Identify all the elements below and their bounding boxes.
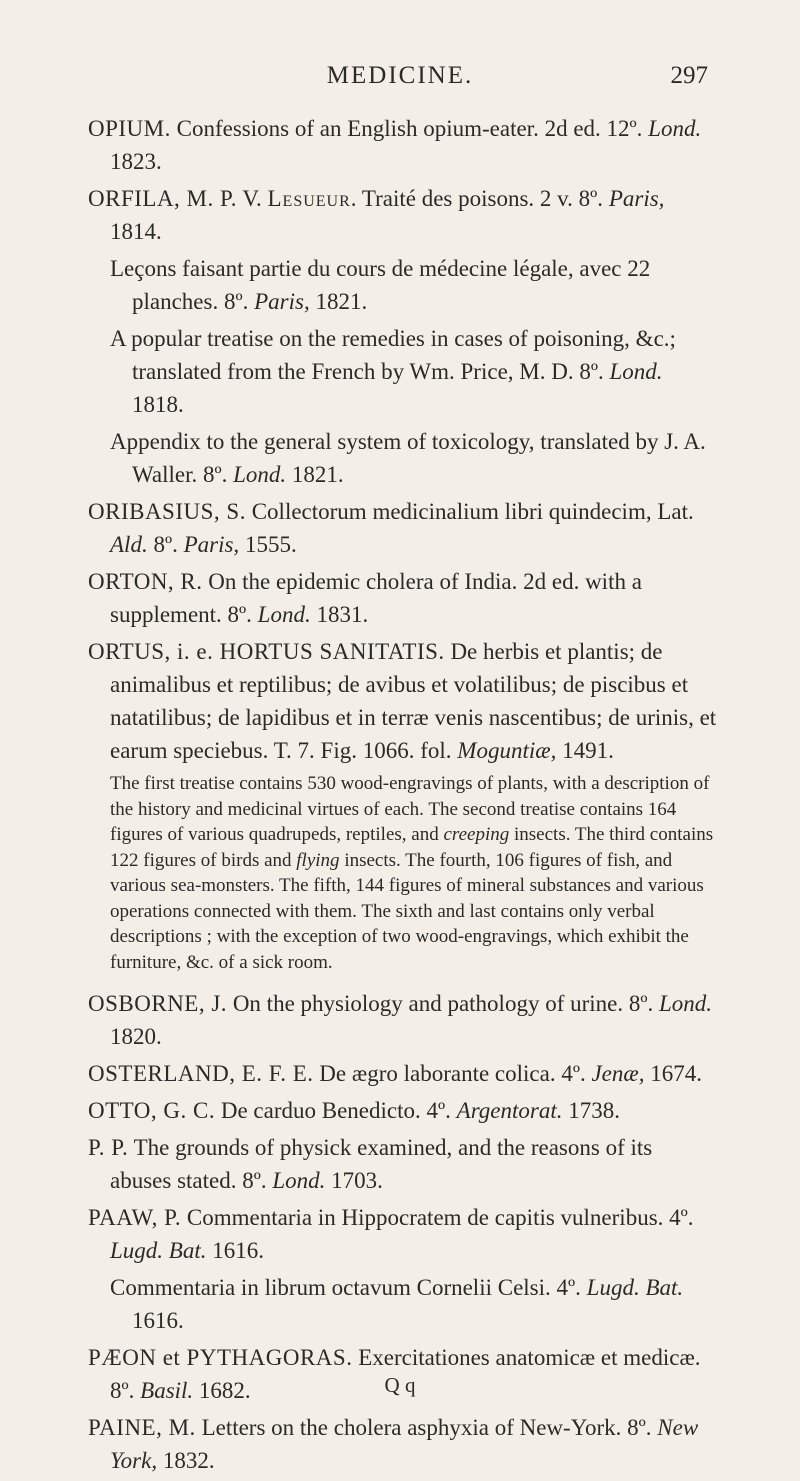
entry-place: Lond. — [659, 991, 713, 1016]
entry-heading: OSTERLAND, E. F. E. — [88, 1061, 314, 1086]
entry-text: . Traité des poisons. 2 v. 8º. — [350, 186, 609, 211]
entry-text: Letters on the cholera asphyxia of New-York. 8º. — [195, 1415, 658, 1440]
note-emphasis: creeping — [443, 824, 510, 845]
entry-year: 1555. — [239, 532, 297, 557]
entry-publisher: Ald. — [110, 532, 154, 557]
entry-heading: ORFILA, M. P. — [88, 186, 238, 211]
entry-place: Lond. — [257, 602, 311, 627]
entry-heading: OTTO, G. C. — [88, 1098, 216, 1123]
entry-text: The grounds of physick examined, and the reasons of its abuses stated. 8º. — [110, 1135, 653, 1193]
entry-place: Lond. — [233, 462, 287, 487]
entry-text: Confessions of an English opium-eater. 2d ed. 12º. — [170, 116, 649, 141]
entry-year: 1832. — [157, 1448, 215, 1473]
entry-year: 1682. — [193, 1378, 251, 1403]
entry-oribasius — [88, 495, 718, 561]
entry-text: De herbis et plantis; de animalibus et reptilibus; de avibus et volatilibus; de piscibus et natatilibus; de lapidibus et in terræ venis nascentibus; de urinis, et earum speciebus. T. 7. Fig. 1066. fol. — [110, 639, 717, 763]
entry-heading: OPIUM. — [88, 116, 171, 141]
entry-text: A popular treatise on the remedies in cases of poisoning, &c.; translated from the French by Wm. Price, M. D. 8º. — [110, 326, 676, 384]
entry-orton — [88, 565, 718, 631]
entry-orfila — [88, 182, 718, 248]
entry-note — [110, 771, 718, 975]
entry-year: 1616. — [132, 1308, 184, 1333]
entry-smallcaps-name: Lesueur — [267, 186, 351, 211]
entry-text: Commentaria in librum octavum Cornelii Celsi. 4º. — [110, 1275, 587, 1300]
entry-paaw-celsus — [110, 1271, 718, 1337]
entry-year: 1491. — [556, 738, 614, 763]
entry-paaw — [88, 1201, 718, 1267]
entry-place: New York, — [110, 1415, 699, 1473]
entry-paine — [88, 1411, 718, 1477]
entry-otto — [88, 1094, 718, 1127]
entry-place: Moguntiæ, — [457, 738, 557, 763]
entry-text: Collectorum medicinalium libri quindecim, Lat. — [245, 499, 694, 524]
entry-osborne — [88, 987, 718, 1053]
entry-text: De ægro laborante colica. 4º. — [313, 1061, 592, 1086]
note-emphasis: flying — [296, 849, 340, 871]
entry-text: Commentaria in Hippocratem de capitis vulneribus. 4º. — [181, 1205, 694, 1230]
note-text: insects. The third contains 122 figures of birds and — [110, 824, 714, 871]
entry-text: Appendix to the general system of toxicology, translated by J. A. Waller. 8º. — [110, 429, 706, 487]
entry-year: 1674. — [644, 1061, 702, 1086]
entry-text: V. — [237, 186, 268, 211]
entry-year: 1738. — [562, 1098, 620, 1123]
running-head: MEDICINE. — [326, 62, 474, 89]
entry-year: 1821. — [309, 289, 368, 314]
entry-text: Exercitationes anatomicæ et medicæ. 8º. — [110, 1345, 701, 1403]
entry-place: Lond. — [648, 116, 702, 141]
entry-heading: P. P. — [88, 1135, 129, 1160]
entry-heading: PÆON et PYTHAGORAS. — [88, 1345, 353, 1370]
entry-place: Lond. — [609, 359, 663, 384]
entry-format: 8º. — [153, 532, 184, 557]
entry-year: 1616. — [206, 1238, 264, 1263]
note-text: insects. The fourth, 106 figures of fish, and various sea-monsters. The fifth, 144 figures of mineral substances and various operations connected with them. The sixth and last contains only verbal descriptions ; with the exception of two wood-engravings, which exhibit the furniture, &c. of a sick room. — [110, 849, 704, 973]
entry-year: 1823. — [110, 149, 162, 174]
entry-year: 1703. — [325, 1168, 383, 1193]
entry-place: Argentorat. — [456, 1098, 563, 1123]
entry-orfila-appendix — [110, 425, 718, 491]
entry-text: Leçons faisant partie du cours de médecine légale, avec 22 planches. 8º. — [110, 256, 651, 314]
entry-year: 1820. — [110, 1024, 162, 1049]
entry-year: 1831. — [310, 602, 369, 627]
entry-year: 1821. — [286, 462, 344, 487]
entry-text: De carduo Benedicto. 4º. — [215, 1098, 457, 1123]
entry-orfila-lecons — [110, 252, 718, 318]
entry-place: Jenæ, — [591, 1061, 645, 1086]
entry-year: 1818. — [132, 392, 184, 417]
entry-heading: OSBORNE, J. — [88, 991, 228, 1016]
signature-mark: Q q — [384, 1373, 416, 1397]
entry-place: Basil. — [140, 1378, 194, 1403]
entry-place: Lond. — [272, 1168, 326, 1193]
catalogue-entries — [88, 112, 718, 1481]
entry-orfila-popular-treatise — [110, 322, 718, 421]
entry-place: Paris, — [254, 289, 310, 314]
entry-heading: PAAW, P. — [88, 1205, 182, 1230]
entry-heading: PAINE, M. — [88, 1415, 196, 1440]
entry-place: Paris, — [183, 532, 240, 557]
entry-text: On the epidemic cholera of India. 2d ed. with a supplement. 8º. — [110, 569, 642, 627]
entry-place: Lugd. Bat. — [586, 1275, 684, 1300]
entry-place: Lugd. Bat. — [110, 1238, 207, 1263]
entry-heading: ORIBASIUS, S. — [88, 499, 246, 524]
entry-pp — [88, 1131, 718, 1197]
entry-heading: ORTON, R. — [88, 569, 203, 594]
entry-place: Paris, — [608, 186, 665, 211]
entry-heading: ORTUS, i. e. HORTUS SANITATIS. — [88, 639, 445, 664]
entry-year: 1814. — [110, 219, 162, 244]
entry-ortus-sanitatis — [88, 635, 718, 767]
entry-text: On the physiology and pathology of urine. 8º. — [227, 991, 659, 1016]
page-number: 297 — [670, 62, 708, 89]
entry-opium — [88, 112, 718, 178]
entry-osterland — [88, 1057, 718, 1090]
page-header — [0, 62, 800, 102]
note-text: The first treatise contains 530 wood-engravings of plants, with a description of the history and medicinal virtues of each. The second treatise contains 164 figures of various quadrupeds, reptiles, and — [110, 773, 710, 845]
